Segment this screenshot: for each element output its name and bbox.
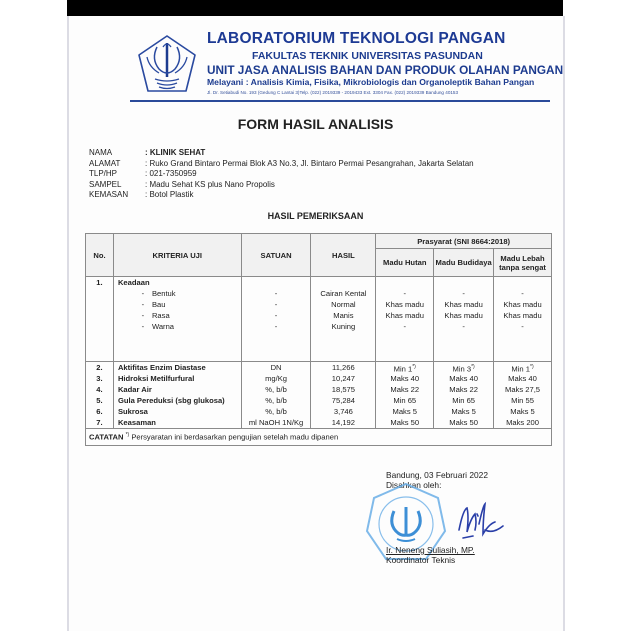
info-value: : Botol Plastik [145,190,194,200]
header-satuan: SATUAN [241,234,311,277]
info-row-sampel [89,180,474,191]
lab-name: LABORATORIUM TEKNOLOGI PANGAN [207,30,506,47]
info-row-kemasan [89,190,474,201]
row-no: 1. [86,277,114,362]
info-row-telp [89,169,474,180]
row-kriteria [113,277,241,362]
header-madu-lebah: Madu Lebah tanpa sengat [494,249,552,277]
university-logo-icon [135,33,199,97]
row-madu-hutan: - Khas madu Khas madu - [376,277,434,362]
signer-block [386,545,475,565]
keadaan-item: - Bentuk [141,289,176,298]
info-label: TLP/HP [89,169,118,179]
header-hasil: HASIL [311,234,376,277]
header-madu-hutan: Madu Hutan [376,249,434,277]
place-date: Bandung, 03 Februari 2022 [386,470,488,480]
keadaan-item: - Rasa [141,311,170,320]
row-madu-budidaya: - Khas madu Khas madu - [434,277,494,362]
services-line: Melayani : Analisis Kimia, Fisika, Mikrobiologis dan Organoleptik Bahan Pangan [207,77,535,87]
info-label: ALAMAT [89,158,121,168]
table-note-row [86,429,552,446]
header-prasyarat: Prasyarat (SNI 8664:2018) [376,234,552,249]
info-value: : Ruko Grand Bintaro Permai Blok A3 No.3, Jl. Bintaro Permai Pesangrahan, Jakarta Selatan [145,158,474,168]
col-hasil: 11,266 10,247 18,575 75,284 3,746 14,192 [311,362,376,429]
info-value: : 021-7350959 [145,169,197,179]
results-table [85,233,552,446]
col-madu-hutan: Min 1*) Maks 40 Maks 22 Min 65 Maks 5 Maks 50 [376,362,434,429]
table-row-measurements [86,362,552,429]
info-value: : KLINIK SEHAT [145,148,206,157]
row-madu-lebah: - Khas madu Khas madu - [494,277,552,362]
info-label: NAMA [89,148,113,157]
letterhead-divider [130,100,550,102]
section-title: HASIL PEMERIKSAAN [267,211,364,221]
table-note: CATATAN *) Persyaratan ini berdasarkan pengujian setelah madu dipanen [86,429,552,446]
table-row-keadaan [86,277,552,362]
col-no: 2. 3. 4. 5. 6. 7. [86,362,114,429]
signer-position: Koordinator Teknis [386,555,456,565]
keadaan-item: - Warna [141,322,175,331]
signer-name: Ir. Neneng Suliasih, MP. [386,545,475,555]
col-satuan: DN mg/Kg %, b/b %, b/b %, b/b ml NaOH 1N/Kg [241,362,311,429]
keadaan-label: Keadaan [117,278,150,287]
row-satuan: - - - - [241,277,311,362]
faculty-name: FAKULTAS TEKNIK UNIVERSITAS PASUNDAN [252,50,483,62]
header-kriteria: KRITERIA UJI [113,234,241,277]
approved-by-label: Disahkan oleh: [386,480,442,490]
form-title: FORM HASIL ANALISIS [237,116,394,132]
handwritten-signature-icon [455,500,505,542]
header-madu-budidaya: Madu Budidaya [434,249,494,277]
col-madu-budidaya: Min 3*) Maks 40 Maks 22 Min 65 Maks 5 Maks 50 [434,362,494,429]
client-info [89,148,474,201]
info-row-alamat [89,159,474,170]
info-row-nama [89,148,474,159]
col-kriteria: Aktifitas Enzim Diastase Hidroksi Metilfurfural Kadar Air Gula Pereduksi (sbg glukosa) Sukrosa Keasaman [113,362,241,429]
info-label: KEMASAN [89,190,129,200]
top-black-bar [67,0,563,16]
row-hasil: Cairan Kental Normal Manis Kuning [311,277,376,362]
keadaan-item: - Bau [141,300,166,309]
unit-name: UNIT JASA ANALISIS BAHAN DAN PRODUK OLAHAN PANGAN [207,63,564,77]
header-no: No. [86,234,114,277]
info-value: : Madu Sehat KS plus Nano Propolis [145,179,275,189]
address-line: Jl. Dr. Setiabudi No. 193 (Gedung C Lantai 3)Telp. (022) 2019339 - 2019433 Ext. 3304 Fax. (022) 2019339 Bandung 40153 [207,90,459,95]
info-label: SAMPEL [89,179,122,189]
col-madu-lebah: Min 1*) Maks 40 Maks 27,5 Min 55 Maks 5 Maks 200 [494,362,552,429]
